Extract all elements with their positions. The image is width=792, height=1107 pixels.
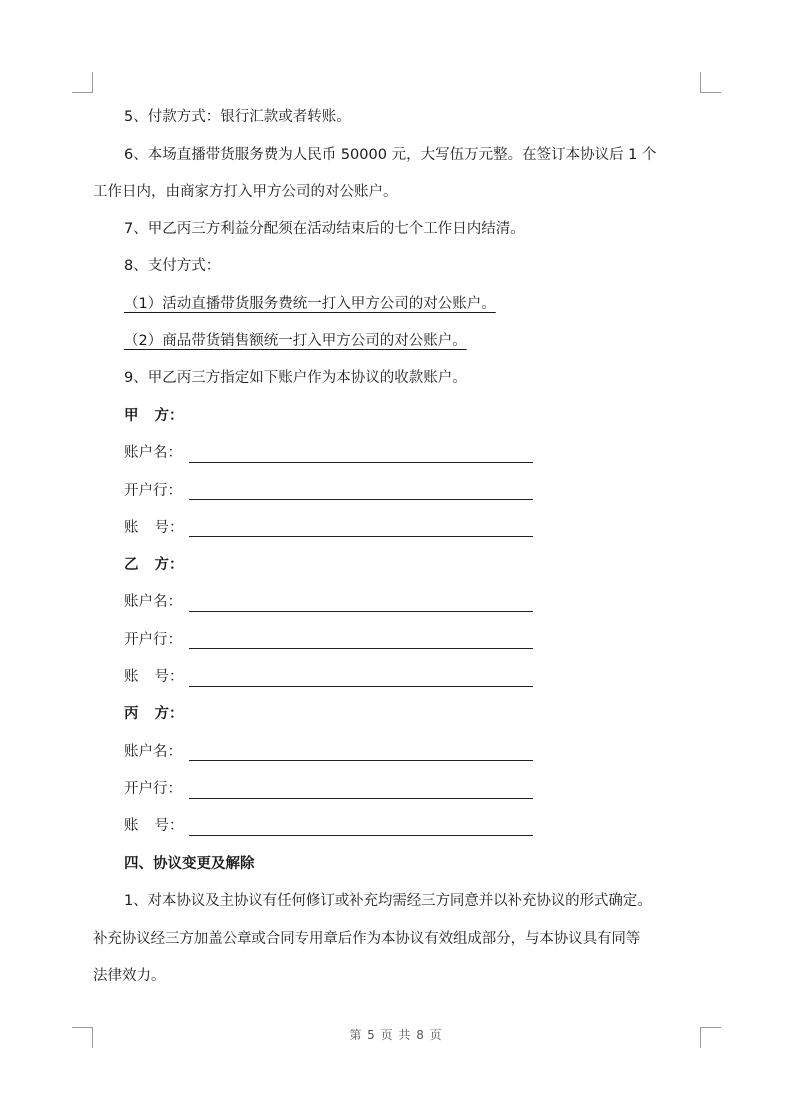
account-no-char-2: 号：	[154, 818, 184, 834]
paragraph-payment-method: 5、付款方式：银行汇款或者转账。	[124, 109, 351, 125]
account-no-char-2: 号：	[154, 669, 184, 685]
party-c-account-name-label: 账户名：	[124, 744, 182, 760]
account-no-char-1: 账	[124, 818, 139, 834]
party-b-account-no-label	[124, 667, 184, 687]
party-c-account-name-blank[interactable]	[189, 759, 533, 761]
corner-mark-top-left	[72, 72, 93, 93]
section-4-paragraph-line3: 法律效力。	[93, 968, 166, 984]
account-no-char-1: 账	[124, 669, 139, 685]
party-a-heading	[124, 406, 184, 426]
account-no-char-1: 账	[124, 520, 139, 536]
party-b-suffix: 方：	[154, 557, 184, 573]
party-c-bank-blank[interactable]	[189, 797, 533, 799]
paragraph-service-fee-line1: 6、本场直播带货服务费为人民币 50000 元，大写伍万元整。在签订本协议后 1 个	[124, 147, 657, 163]
party-c-name: 丙	[124, 706, 139, 722]
corner-mark-top-right	[700, 72, 721, 93]
party-a-bank-label: 开户行：	[124, 483, 182, 499]
paragraph-profit-distribution: 7、甲乙丙三方利益分配须在活动结束后的七个工作日内结清。	[124, 221, 525, 237]
party-a-name: 甲	[124, 408, 139, 424]
section-4-paragraph-line2: 补充协议经三方加盖公章或合同专用章后作为本协议有效组成部分，与本协议具有同等	[93, 931, 641, 947]
party-a-account-name-label: 账户名：	[124, 445, 182, 461]
party-c-heading	[124, 704, 184, 724]
party-a-suffix: 方：	[154, 408, 184, 424]
party-b-name: 乙	[124, 557, 139, 573]
party-a-account-no-blank[interactable]	[189, 535, 533, 537]
party-b-account-no-blank[interactable]	[189, 685, 533, 687]
party-a-account-no-label	[124, 518, 184, 538]
paragraph-payment-mode: 8、支付方式：	[124, 258, 221, 274]
party-b-heading	[124, 555, 184, 575]
party-b-account-name-label: 账户名：	[124, 594, 182, 610]
paragraph-payment-mode-item-2: （2）商品带货销售额统一打入甲方公司的对公账户。	[124, 333, 467, 349]
party-b-account-name-blank[interactable]	[189, 610, 533, 612]
party-c-account-no-label	[124, 816, 184, 836]
paragraph-service-fee-line2: 工作日内，由商家方打入甲方公司的对公账户。	[93, 184, 398, 200]
party-c-suffix: 方：	[154, 706, 184, 722]
page-number: 第 5 页 共 8 页	[349, 1028, 443, 1042]
party-b-bank-label: 开户行：	[124, 632, 182, 648]
party-a-bank-blank[interactable]	[189, 498, 533, 500]
party-c-account-no-blank[interactable]	[189, 834, 533, 836]
section-4-paragraph-line1: 1、对本协议及主协议有任何修订或补充均需经三方同意并以补充协议的形式确定。	[124, 893, 652, 909]
account-no-char-2: 号：	[154, 520, 184, 536]
paragraph-receiving-accounts: 9、甲乙丙三方指定如下账户作为本协议的收款账户。	[124, 370, 467, 386]
section-4-heading: 四、协议变更及解除	[124, 856, 255, 872]
paragraph-payment-mode-item-1: （1）活动直播带货服务费统一打入甲方公司的对公账户。	[124, 296, 496, 312]
party-c-bank-label: 开户行：	[124, 781, 182, 797]
party-a-account-name-blank[interactable]	[189, 461, 533, 463]
party-b-bank-blank[interactable]	[189, 647, 533, 649]
